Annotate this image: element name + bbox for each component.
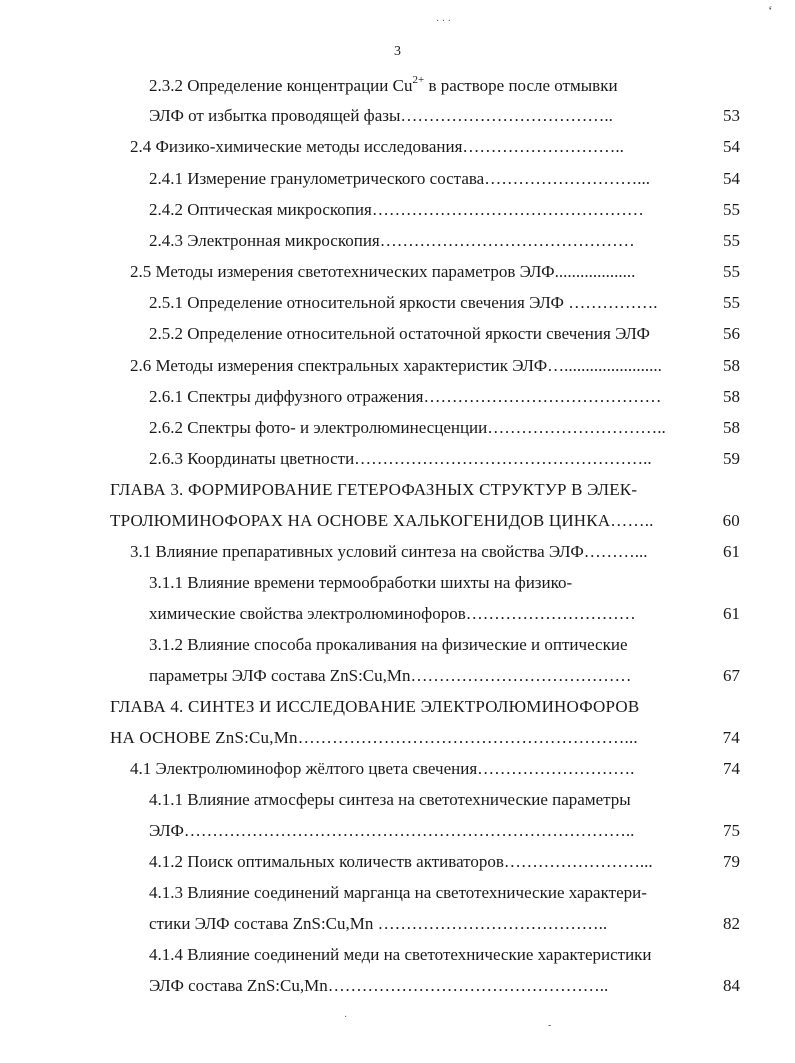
toc-chapter-heading (0, 695, 795, 719)
toc-entry-text: 3.1.2 Влияние способа прокаливания на физические и оптические (149, 635, 628, 654)
toc-entry-page: 82 (723, 914, 740, 933)
toc-entry-text: НА ОСНОВЕ ZnS:Cu,Mn…………………………………………………... (110, 728, 638, 747)
toc-entry-text: 4.1.2 Поиск оптимальных количеств активаторов……………………... (149, 852, 653, 871)
toc-entry (0, 912, 795, 936)
toc-entry-text: 2.6 Методы измерения спектральных характеристик ЭЛФ…....................... (130, 356, 662, 375)
toc-entry-text: 2.5.1 Определение относительной яркости свечения ЭЛФ ……………. (149, 293, 658, 312)
toc-entry (0, 229, 795, 253)
scan-speck: · (344, 1012, 348, 1023)
toc-entry-text: 2.6.3 Координаты цветности…………………………………………….. (149, 449, 652, 468)
scan-speck: ‘ (768, 4, 773, 19)
toc-entry-text: 2.4.2 Оптическая микроскопия………………………………………… (149, 200, 644, 219)
toc-entry-page: 58 (723, 387, 740, 406)
toc-entry-text: 2.4 Физико-химические методы исследования……………………….. (130, 137, 624, 156)
toc-entry (0, 757, 795, 781)
toc-entry-page: 75 (723, 821, 740, 840)
toc-entry (0, 135, 795, 159)
toc-entry-page: 53 (723, 106, 740, 125)
toc-entry-page: 61 (723, 542, 740, 561)
toc-entry-text: 4.1 Электролюминофор жёлтого цвета свечения………………………. (130, 759, 635, 778)
toc-entry-text: 2.6.2 Спектры фото- и электролюминесценции………………………….. (149, 418, 666, 437)
toc-entry (0, 540, 795, 564)
toc-entry-text: химические свойства электролюминофоров………………………… (149, 604, 636, 623)
toc-entry-text: ГЛАВА 4. СИНТЕЗ И ИССЛЕДОВАНИЕ ЭЛЕКТРОЛЮМИНОФОРОВ (110, 697, 640, 716)
toc-entry (0, 788, 795, 812)
toc-entry-page: 84 (723, 976, 740, 995)
toc-entry (0, 322, 795, 346)
toc-entry-text: ЭЛФ от избытка проводящей фазы……………………………….. (149, 106, 613, 125)
toc-entry-text: 3.1 Влияние препаративных условий синтеза на свойства ЭЛФ………... (130, 542, 648, 561)
toc-entry-page: 74 (723, 759, 740, 778)
toc-entry-text: 4.1.4 Влияние соединений меди на светотехнические характеристики (149, 945, 652, 964)
toc-entry (0, 198, 795, 222)
toc-entry (0, 354, 795, 378)
toc-entry-text: 2.4.1 Измерение гранулометрического состава………………………... (149, 169, 650, 188)
toc-entry-text: ЭЛФ состава ZnS:Cu,Mn………………………………………….. (149, 976, 609, 995)
toc-entry-text: ГЛАВА 3. ФОРМИРОВАНИЕ ГЕТЕРОФАЗНЫХ СТРУКТУР В ЭЛЕК- (110, 480, 638, 499)
toc-entry (0, 447, 795, 471)
toc-entry-page: 55 (723, 262, 740, 281)
toc-chapter-heading (0, 726, 795, 750)
toc-chapter-heading (0, 478, 795, 502)
toc-chapter-heading (0, 509, 795, 533)
toc-entry-page: 54 (723, 137, 740, 156)
toc-entry (0, 571, 795, 595)
toc-entry-text: 2.4.3 Электронная микроскопия……………………………………… (149, 231, 635, 250)
toc-entry-text: 3.1.1 Влияние времени термообработки шихты на физико- (149, 573, 573, 592)
toc-entry (0, 943, 795, 967)
toc-entry (0, 385, 795, 409)
toc-entry (0, 104, 795, 128)
toc-entry (0, 291, 795, 315)
toc-entry (0, 664, 795, 688)
toc-entry (0, 819, 795, 843)
toc-entry-text: ЭЛФ…………………………………………………………………….. (149, 821, 635, 840)
toc-entry-page: 67 (723, 666, 740, 685)
toc-entry (0, 850, 795, 874)
toc-entry (0, 74, 795, 98)
toc-entry (0, 416, 795, 440)
scan-speck: - (548, 1020, 552, 1031)
toc-entry-text: 2.3.2 Определение концентрации $Cu^{2+}$ в растворе после отмывки (149, 74, 618, 95)
toc-entry-page: 79 (723, 852, 740, 871)
toc-entry-page: 55 (723, 293, 740, 312)
toc-entry-page: 58 (723, 418, 740, 437)
toc-entry-page: 55 (723, 200, 740, 219)
page-number: 3 (394, 44, 401, 59)
toc-entry-page: 60 (722, 511, 740, 530)
toc-entry-text: стики ЭЛФ состава ZnS:Cu,Mn ………………………………….. (149, 914, 608, 933)
toc-entry-text: параметры ЭЛФ состава ZnS:Cu,Mn………………………………… (149, 666, 632, 685)
toc-entry-page: 74 (722, 728, 740, 747)
toc-entry (0, 167, 795, 191)
toc-entry (0, 881, 795, 905)
toc-entry (0, 974, 795, 998)
toc-entry (0, 633, 795, 657)
toc-entry-page: 58 (723, 356, 740, 375)
toc-entry-text: 2.6.1 Спектры диффузного отражения…………………………………… (149, 387, 662, 406)
toc-entry-text: ТРОЛЮМИНОФОРАХ НА ОСНОВЕ ХАЛЬКОГЕНИДОВ ЦИНКА…….. (110, 511, 654, 530)
toc-entry-page: 55 (723, 231, 740, 250)
toc-entry-text: 4.1.3 Влияние соединений марганца на светотехнические характери- (149, 883, 647, 902)
toc-entry-text: 2.5.2 Определение относительной остаточной яркости свечения ЭЛФ (149, 324, 650, 343)
toc-entry-page: 59 (723, 449, 740, 468)
toc-entry-text: 2.5 Методы измерения светотехнических параметров ЭЛФ................... (130, 262, 636, 281)
scan-speck: · · · (436, 16, 451, 27)
toc-entry-page: 61 (723, 604, 740, 623)
toc-entry-page: 54 (723, 169, 740, 188)
toc-entry-page: 56 (723, 324, 740, 343)
toc-entry-text: 4.1.1 Влияние атмосферы синтеза на светотехнические параметры (149, 790, 631, 809)
toc-entry (0, 602, 795, 626)
toc-entry (0, 260, 795, 284)
